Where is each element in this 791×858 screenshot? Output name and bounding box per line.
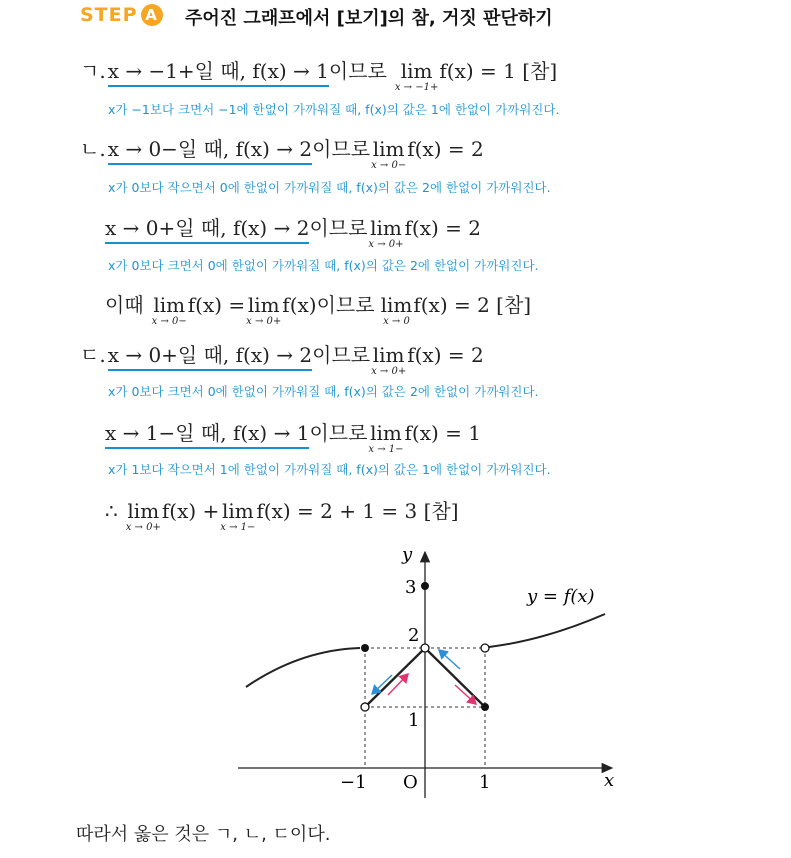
item-b-limit2 <box>368 218 403 250</box>
step-badge: A <box>141 4 163 26</box>
x-tick-neg1: −1 <box>340 772 367 793</box>
lim-word: lim <box>370 216 402 240</box>
lim-word: lim <box>247 293 280 317</box>
right-curve <box>489 614 605 647</box>
lim-subscript: x → 0− <box>151 316 187 327</box>
open-point-neg1-1 <box>361 703 369 711</box>
lim-subscript: x → 0 <box>383 316 410 327</box>
item-c-limit1 <box>371 345 406 377</box>
lim-word: lim <box>372 343 405 367</box>
therefore-symbol: ∴ <box>105 499 118 523</box>
item-c-limit3a <box>126 501 161 533</box>
item-a-label: ㄱ. <box>80 59 106 83</box>
item-b-line3 <box>105 289 531 327</box>
step-text: STEP <box>80 4 138 26</box>
item-c-label: ㄷ. <box>80 343 106 367</box>
open-point-0-2 <box>421 644 429 652</box>
item-b-mid3b: f(x) <box>282 293 317 317</box>
item-c-condition2: x → 1−일 때, f(x) → 1 <box>105 417 309 449</box>
item-c-line1 <box>80 339 484 377</box>
lim-word: lim <box>127 499 160 523</box>
item-c-note1: x가 0보다 크면서 0에 한없이 가까워질 때, f(x)의 값은 2에 한없이 가까워진다. <box>108 384 539 399</box>
item-a-result: f(x) = 1 [참] <box>439 59 558 83</box>
item-a-line <box>80 55 557 93</box>
item-b-limit3c <box>381 295 413 327</box>
lim-subscript: x → 1− <box>368 444 404 455</box>
lim-subscript: x → 0+ <box>125 522 161 533</box>
item-c-limit2 <box>368 423 403 455</box>
item-c-mid2: 이므로 <box>309 421 368 445</box>
item-c-line3 <box>105 495 459 533</box>
item-b-limit1 <box>371 139 406 171</box>
item-c-mid1: 이므로 <box>312 343 371 367</box>
curve-label: y = f(x) <box>527 586 595 607</box>
y-axis-label: y <box>402 544 413 565</box>
item-b-note1: x가 0보다 작으면서 0에 한없이 가까워질 때, f(x)의 값은 2에 한없이 가까워진다. <box>108 180 551 195</box>
x-axis-label: x <box>604 770 615 791</box>
y-tick-1: 1 <box>408 710 420 731</box>
lim-subscript: x → −1+ <box>394 82 439 93</box>
section-heading: 주어진 그래프에서 [보기]의 참, 거짓 판단하기 <box>185 8 553 29</box>
item-c-note2: x가 1보다 작으면서 1에 한없이 가까워질 때, f(x)의 값은 1에 한없이 가까워진다. <box>108 462 551 477</box>
lim-subscript: x → 0− <box>371 160 407 171</box>
item-b-condition1: x → 0−일 때, f(x) → 2 <box>108 133 312 165</box>
lim-word: lim <box>372 137 405 161</box>
item-c-result2: f(x) = 1 <box>404 421 482 445</box>
step-label <box>80 4 163 26</box>
item-b-line1 <box>80 133 484 171</box>
x-tick-1: 1 <box>479 772 491 793</box>
item-b-result1: f(x) = 2 <box>407 137 484 161</box>
item-b-result2: f(x) = 2 <box>404 216 482 240</box>
item-b-mid1: 이므로 <box>312 137 371 161</box>
item-c-line2 <box>105 417 481 455</box>
lim-word: lim <box>380 293 413 317</box>
item-c-result3: f(x) = 2 + 1 = 3 [참] <box>256 499 459 523</box>
item-c-result1: f(x) = 2 <box>407 343 484 367</box>
function-graph <box>0 540 791 810</box>
item-b-limit3a <box>152 295 187 327</box>
item-b-label: ㄴ. <box>80 137 106 161</box>
filled-point-neg1-2 <box>361 644 369 652</box>
lim-word: lim <box>400 59 433 83</box>
item-b-limit3b <box>246 295 281 327</box>
lim-subscript: x → 0+ <box>246 316 282 327</box>
lim-word: lim <box>153 293 186 317</box>
item-a-condition: x → −1+일 때, f(x) → 1 <box>108 55 329 87</box>
lim-subscript: x → 0+ <box>368 239 404 250</box>
y-tick-3: 3 <box>405 577 417 598</box>
left-curve <box>246 648 360 687</box>
item-c-limit3b <box>220 501 255 533</box>
item-a-note: x가 −1보다 크면서 −1에 한없이 가까워질 때, f(x)의 값은 1에 한없이 가까워진다. <box>108 102 560 117</box>
conclusion-text: 따라서 옳은 것은 ㄱ, ㄴ, ㄷ이다. <box>76 824 331 845</box>
item-b-result3: f(x) = 2 [참] <box>413 293 532 317</box>
lim-word: lim <box>221 499 254 523</box>
item-b-note2: x가 0보다 크면서 0에 한없이 가까워질 때, f(x)의 값은 2에 한없이 가까워진다. <box>108 258 539 273</box>
item-b-mid3a: f(x) = <box>187 293 246 317</box>
item-b-mid2: 이므로 <box>309 216 368 240</box>
open-point-1-2 <box>481 644 489 652</box>
lim-word: lim <box>370 421 402 445</box>
item-c-condition1: x → 0+일 때, f(x) → 2 <box>108 339 312 371</box>
y-tick-2: 2 <box>408 625 420 646</box>
item-a-therefore-word: 이므로 <box>328 59 387 83</box>
origin-label: O <box>403 772 418 793</box>
item-b-pre3: 이때 <box>105 293 144 317</box>
filled-point-0-3 <box>421 582 429 590</box>
item-a-limit <box>395 61 439 93</box>
lim-subscript: x → 0+ <box>371 366 407 377</box>
item-b-condition2: x → 0+일 때, f(x) → 2 <box>105 212 309 244</box>
filled-point-1-1 <box>481 703 489 711</box>
item-b-mid3c: 이므로 <box>316 293 375 317</box>
lim-subscript: x → 1− <box>220 522 256 533</box>
item-c-mid3: f(x) + <box>161 499 220 523</box>
item-b-line2 <box>105 212 481 250</box>
approach-arrow-pink <box>388 674 408 695</box>
